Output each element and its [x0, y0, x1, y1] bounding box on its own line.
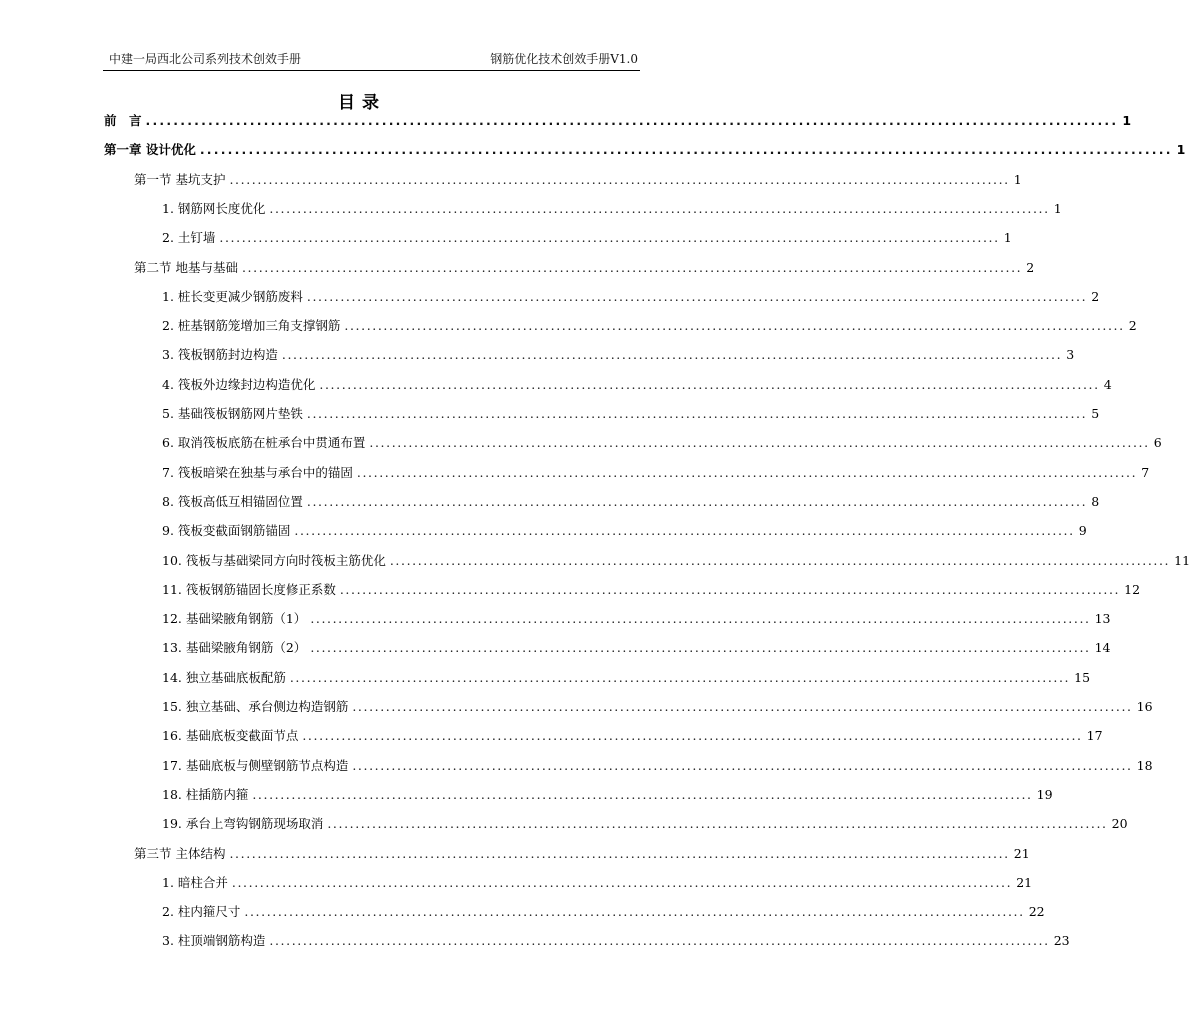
toc-item-entry[interactable] — [162, 874, 1033, 892]
toc-item-entry[interactable] — [162, 434, 1162, 452]
toc-page-number: 19 — [1036, 786, 1053, 802]
toc-page-number: 6 — [1153, 435, 1162, 451]
toc-entry-label: 第二节 地基与基础 — [134, 259, 238, 275]
dot-leader: ............................................................................................................................................ — [306, 406, 1088, 421]
toc-page-number: 12 — [1124, 581, 1141, 597]
toc-item-entry[interactable] — [162, 610, 1111, 628]
toc-item-entry[interactable] — [162, 581, 1141, 599]
toc-page-number: 21 — [1016, 874, 1033, 890]
toc-entry-label: 第三节 主体结构 — [134, 845, 226, 861]
toc-entry-label: 9. 筏板变截面钢筋锚固 — [162, 523, 291, 539]
toc-page-number: 1 — [1003, 230, 1012, 246]
dot-leader: ............................................................................................................................................ — [352, 699, 1133, 714]
toc-item-entry[interactable] — [162, 200, 1062, 218]
toc-entry-label: 第一节 基坑支护 — [134, 171, 226, 187]
dot-leader: ............................................................................................................................................ — [389, 552, 1171, 568]
toc-page-number: 2 — [1026, 259, 1035, 275]
dot-leader: ............................................................................................................................................ — [241, 259, 1023, 275]
dot-leader: ............................................................................................................................................ — [310, 611, 1091, 627]
toc-page-number: 14 — [1094, 640, 1111, 656]
toc-entry-label: 15. 独立基础、承台侧边构造钢筋 — [162, 699, 349, 714]
toc-entry-label: 2. 土钉墙 — [162, 230, 216, 246]
toc-page-number: 11 — [1174, 552, 1190, 568]
toc-entry-label: 2. 桩基钢筋笼增加三角支撑钢筋 — [162, 318, 341, 334]
toc-section-entry[interactable] — [134, 259, 1035, 277]
toc-page-number: 17 — [1086, 728, 1103, 744]
toc-entry-label: 1. 钢筋网长度优化 — [162, 200, 266, 216]
toc-entry-label: 4. 筏板外边缘封边构造优化 — [162, 376, 316, 392]
dot-leader: ............................................................................................................................................ — [229, 171, 1010, 187]
toc-entry-label: 17. 基础底板与侧壁钢筋节点构造 — [162, 757, 349, 773]
toc-page-number: 2 — [1091, 288, 1100, 304]
dot-leader: ............................................................................................................................................ — [369, 435, 1150, 451]
toc-item-entry[interactable] — [162, 552, 1190, 570]
toc-item-entry[interactable] — [162, 639, 1111, 657]
dot-leader: ............................................................................................................................................ — [306, 288, 1088, 304]
toc-item-entry[interactable] — [162, 669, 1091, 687]
dot-leader: ............................................................................................................................................ — [344, 318, 1125, 334]
toc-entry-label: 前 言 — [104, 113, 142, 128]
toc-page-number: 20 — [1111, 816, 1128, 832]
header-right-text: 钢筋优化技术创效手册V1.0 — [490, 52, 638, 66]
toc-item-entry[interactable] — [162, 288, 1100, 306]
toc-entry-label: 16. 基础底板变截面节点 — [162, 728, 299, 744]
toc-item-entry[interactable] — [162, 229, 1012, 247]
toc-page-number: 22 — [1028, 904, 1045, 920]
toc-page-number: 18 — [1136, 757, 1153, 773]
toc-item-entry[interactable] — [162, 522, 1087, 540]
dot-leader: ............................................................................................................................................ — [145, 113, 1119, 128]
toc-page-number: 13 — [1094, 611, 1111, 627]
toc-page-number: 1 — [1013, 171, 1022, 187]
toc-section-entry[interactable] — [134, 845, 1030, 863]
dot-leader: ............................................................................................................................................ — [327, 816, 1108, 832]
dot-leader: ............................................................................................................................................ — [319, 376, 1100, 392]
dot-leader: ............................................................................................................................................ — [356, 464, 1138, 480]
toc-entry-label: 1. 暗柱合并 — [162, 874, 228, 890]
toc-page-number: 5 — [1091, 406, 1100, 421]
dot-leader: ............................................................................................................................................ — [310, 640, 1091, 656]
toc-item-entry[interactable] — [162, 727, 1103, 745]
toc-entry-label: 13. 基础梁腋角钢筋（2） — [162, 640, 307, 656]
header-left-text: 中建一局西北公司系列技术创效手册 — [109, 52, 302, 66]
toc-item-entry[interactable] — [162, 698, 1153, 716]
dot-leader: ............................................................................................................................................ — [289, 669, 1071, 685]
dot-leader: ............................................................................................................................................ — [244, 904, 1025, 920]
toc-item-entry[interactable] — [162, 317, 1137, 335]
toc-entry-label: 第一章 设计优化 — [104, 142, 196, 158]
toc-page-number: 23 — [1053, 933, 1070, 949]
toc-entry-label: 19. 承台上弯钩钢筋现场取消 — [162, 816, 324, 832]
toc-page-number: 9 — [1078, 523, 1087, 539]
toc-page-number: 1 — [1176, 142, 1186, 158]
toc-page-number: 1 — [1053, 200, 1062, 216]
toc-page-number: 8 — [1091, 493, 1100, 509]
toc-page-number: 1 — [1122, 113, 1132, 128]
toc-item-entry[interactable] — [162, 903, 1045, 921]
toc-entry-label: 1. 桩长变更减少钢筋废料 — [162, 288, 303, 304]
toc-page-number: 2 — [1128, 318, 1137, 334]
toc-section-entry[interactable] — [134, 171, 1022, 189]
toc-page-number: 4 — [1103, 376, 1112, 392]
toc-entry-label: 2. 柱内箍尺寸 — [162, 904, 241, 920]
toc-title: 目录 — [338, 93, 386, 113]
dot-leader: ............................................................................................................................................ — [281, 347, 1063, 363]
dot-leader: ............................................................................................................................................ — [352, 757, 1133, 773]
toc-item-entry[interactable] — [162, 346, 1075, 364]
toc-item-entry[interactable] — [162, 376, 1112, 394]
toc-entry-label: 7. 筏板暗梁在独基与承台中的锚固 — [162, 464, 353, 480]
toc-chapter-entry[interactable] — [104, 112, 1132, 130]
dot-leader: ............................................................................................................................................ — [229, 845, 1010, 861]
page-header — [103, 50, 640, 71]
toc-entry-label: 11. 筏板钢筋锚固长度修正系数 — [162, 581, 336, 597]
toc-item-entry[interactable] — [162, 757, 1153, 775]
toc-page-number: 16 — [1136, 699, 1153, 714]
toc-entry-label: 8. 筏板高低互相锚固位置 — [162, 493, 303, 509]
toc-chapter-entry[interactable] — [104, 141, 1186, 159]
toc-entry-label: 12. 基础梁腋角钢筋（1） — [162, 611, 307, 627]
toc-page-number: 7 — [1141, 464, 1150, 480]
dot-leader: ............................................................................................................................................ — [252, 786, 1033, 802]
toc-entry-label: 6. 取消筏板底筋在桩承台中贯通布置 — [162, 435, 366, 451]
dot-leader: ............................................................................................................................................ — [302, 728, 1083, 744]
toc-page-number: 3 — [1066, 347, 1075, 363]
toc-entry-label: 3. 筏板钢筋封边构造 — [162, 347, 278, 363]
toc-entry-label: 14. 独立基础底板配筋 — [162, 669, 286, 685]
toc-entry-label: 5. 基础筏板钢筋网片垫铁 — [162, 406, 303, 421]
dot-leader: ............................................................................................................................................ — [269, 933, 1050, 949]
dot-leader: ............................................................................................................................................ — [306, 493, 1088, 509]
toc-item-entry[interactable] — [162, 405, 1100, 423]
dot-leader: ............................................................................................................................................ — [339, 581, 1121, 597]
dot-leader: ............................................................................................................................................ — [269, 200, 1050, 216]
toc-item-entry[interactable] — [162, 464, 1150, 482]
toc-item-entry[interactable] — [162, 815, 1128, 833]
toc-page-number: 21 — [1013, 845, 1030, 861]
toc-page-number: 15 — [1074, 669, 1091, 685]
toc-item-entry[interactable] — [162, 786, 1053, 804]
toc-item-entry[interactable] — [162, 493, 1100, 511]
toc-entry-label: 3. 柱顶端钢筋构造 — [162, 933, 266, 949]
toc-item-entry[interactable] — [162, 932, 1070, 950]
dot-leader: ............................................................................................................................................ — [199, 142, 1173, 158]
toc-entry-label: 10. 筏板与基础梁同方向时筏板主筋优化 — [162, 552, 386, 568]
dot-leader: ............................................................................................................................................ — [231, 874, 1013, 890]
dot-leader: ............................................................................................................................................ — [219, 230, 1000, 246]
toc-entry-label: 18. 柱插筋内箍 — [162, 786, 249, 802]
dot-leader: ............................................................................................................................................ — [294, 523, 1075, 539]
